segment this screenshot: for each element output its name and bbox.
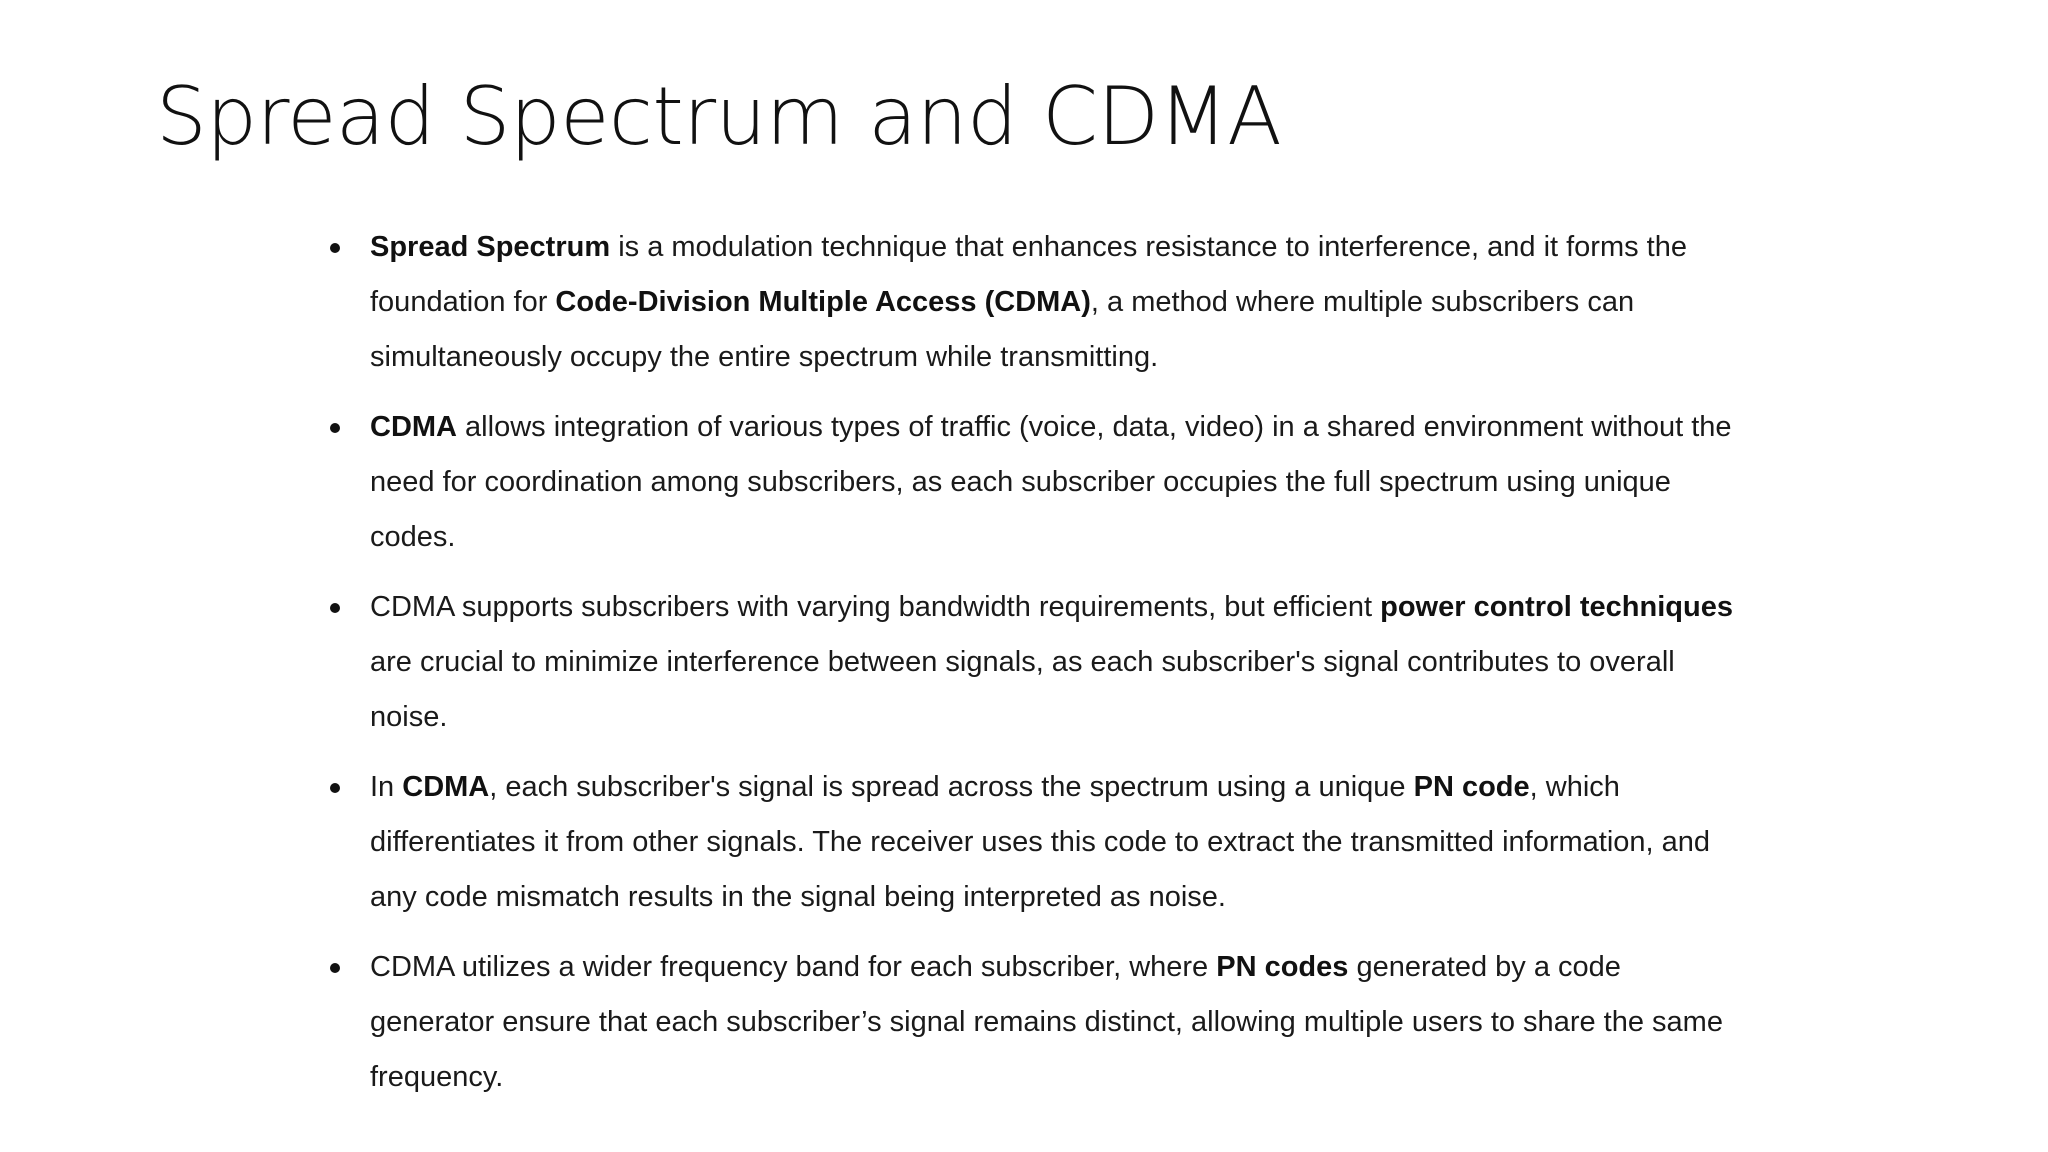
bold-text: Code-Division Multiple Access (CDMA): [555, 286, 1091, 318]
bold-text: power control techniques: [1380, 591, 1733, 623]
bullet-text: is a modulation technique that enhances resistance to interference, and it forms the foundation for: [370, 231, 1687, 318]
bullet-text: allows integration of various types of traffic (voice, data, video) in a shared environment without the need for coordination among subscribers, as each subscriber occupies the full spectrum using unique codes.: [370, 411, 1732, 553]
bold-text: PN codes: [1216, 951, 1349, 983]
bullet-text: , a method where multiple subscribers can simultaneously occupy the entire spectrum while transmitting.: [370, 286, 1635, 373]
bullet-item: [300, 400, 1740, 565]
bullet-text: In: [370, 771, 403, 803]
bullet-text: CDMA utilizes a wider frequency band for each subscriber, where: [370, 951, 1217, 983]
bullet-text: generated by a code generator ensure that each subscriber’s signal remains distinct, allowing multiple users to share the same frequency.: [370, 951, 1723, 1093]
bold-text: CDMA: [370, 411, 457, 443]
bullet-item: [300, 220, 1740, 385]
bullet-text: CDMA supports subscribers with varying bandwidth requirements, but efficient: [370, 591, 1381, 623]
bullet-item: [300, 940, 1740, 1105]
bold-text: Spread Spectrum: [370, 231, 611, 263]
bullet-text: , which differentiates it from other signals. The receiver uses this code to extract the transmitted information, and any code mismatch results in the signal being interpreted as noise.: [370, 771, 1711, 913]
bullet-item: [300, 580, 1740, 745]
bullet-text: are crucial to minimize interference between signals, as each subscriber's signal contributes to overall noise.: [370, 646, 1675, 733]
bold-text: CDMA: [402, 771, 490, 803]
slide-title: Spread Spectrum and CDMA: [156, 70, 1282, 163]
bold-text: PN code: [1413, 771, 1530, 803]
bullet-list: [300, 220, 1740, 1120]
bullet-item: [300, 760, 1740, 925]
bullet-text: , each subscriber's signal is spread across the spectrum using a unique: [489, 771, 1414, 803]
